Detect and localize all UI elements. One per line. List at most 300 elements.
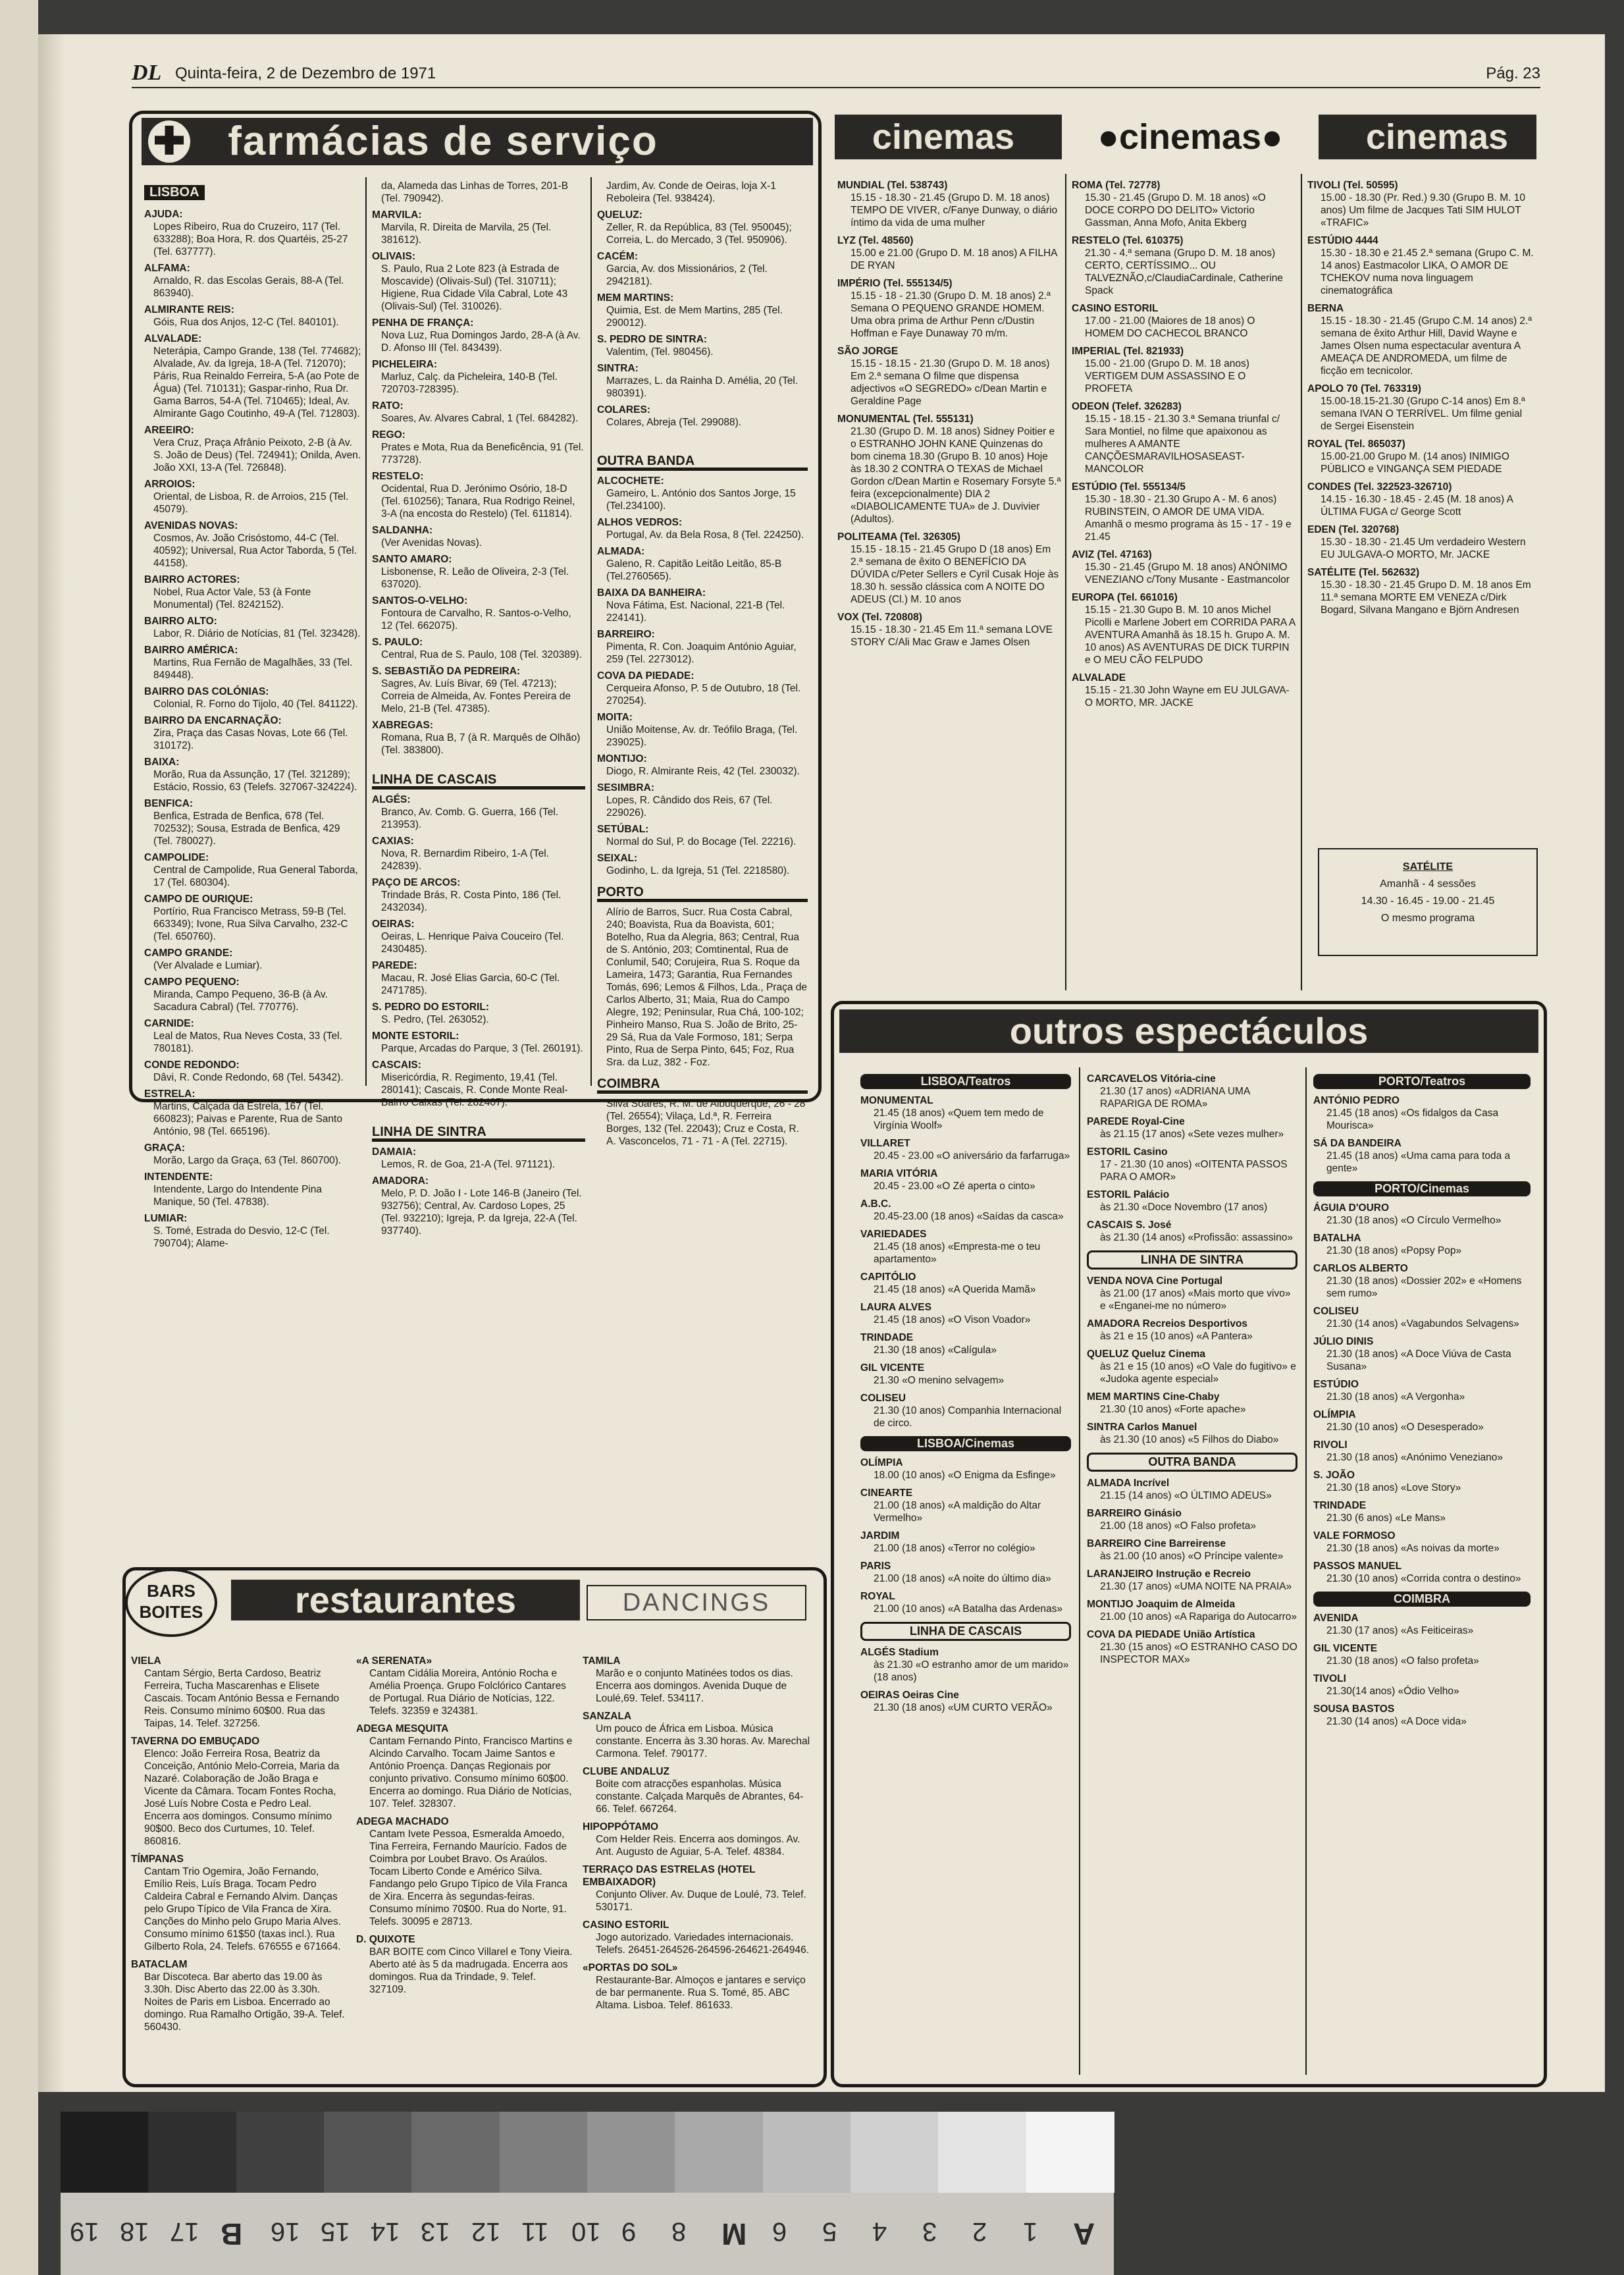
entry-text: 21.30 (18 anos) «Popsy Pop» <box>1326 1245 1462 1256</box>
entry-text: 15.30 - 18.30 - 21.45 Um verdadeiro Western EU JULGAVA-O MORTO, Mr. JACKE <box>1321 537 1526 560</box>
farmacias-lisboa-list-b <box>372 180 585 757</box>
bars-boites-badge <box>125 1568 217 1637</box>
entry-heading: MEM MARTINS Cine-Chaby <box>1087 1391 1220 1403</box>
entry-heading: INTENDENTE: <box>144 1171 213 1183</box>
entry-text: às 21 e 15 (10 anos) «O Vale do fugitivo» e «Judoka agente especial» <box>1100 1361 1296 1385</box>
entry-heading: MARIA VITÓRIA <box>860 1168 938 1179</box>
scale-mark: 10 <box>571 2217 601 2246</box>
entry-text: 21.30 (Grupo D. M. 18 anos) Sidney Poitier e o ESTRANHO JOHN KANE Quinzenas do bom cinema 18.30 (Grupo B. 10 anos) Hoje às 18.30 2 CONTRA O TEXAS de Michael Gordon c/Dean Martin e Rosemary Forsyte 5.ª feira (excepcionalmente) DIA 2 «DIABOLICAMENTE TUA» de J. Duvivier (Adultos). <box>851 426 1061 525</box>
entry-text: 15.15 - 18.30 - 21.45 (Grupo D. M. 18 anos) TEMPO DE VIVER, c/Fanye Dunway, o diário íntimo da vida de uma mulher <box>851 192 1058 228</box>
entry-text: às 21.30 (14 anos) «Profissão: assassino» <box>1100 1232 1293 1243</box>
gray-patch <box>500 2112 588 2193</box>
entry-text: Branco, Av. Comb. G. Guerra, 166 (Tel. 213953). <box>381 807 559 830</box>
entry-text: às 21.00 (17 anos) «Mais morto que vivo» e «Enganei-me no número» <box>1100 1288 1291 1312</box>
satelite-box-line1: Amanhã - 4 sessões <box>1380 878 1476 890</box>
linha-cascais-list <box>860 1646 1071 1714</box>
scale-mark: 14 <box>371 2217 400 2246</box>
entry-heading: ESTRELA: <box>144 1088 196 1100</box>
entry-text: às 21.00 (10 anos) «O Príncipe valente» <box>1100 1551 1284 1562</box>
scale-mark: 13 <box>421 2217 450 2246</box>
restaurantes-banner <box>231 1580 580 1620</box>
entry-text: Parque, Arcadas do Parque, 3 (Tel. 260191). <box>381 1043 583 1054</box>
scale-mark: 1 <box>1022 2217 1037 2246</box>
entry-text: 21.45 (18 anos) «A Querida Mamã» <box>874 1284 1036 1295</box>
entry-heading: LUMIAR: <box>144 1213 188 1224</box>
entry-text: 21.00 (18 anos) «A noite do último dia» <box>874 1573 1051 1584</box>
restaurantes-title: restaurantes <box>294 1579 517 1620</box>
entry-text: Cantam Fernando Pinto, Francisco Martins e Alcindo Carvalho. Tocam Jaime Santos e António Proença. Danças Regionais por conjunto privativo. Consumo mínimo 60$00. Encerra ao domingo. Rua Diário de Notícias, 107. Telef. 328307. <box>369 1736 573 1809</box>
entry-text: 15.15 - 21.30 Gupo B. M. 10 anos Michel Picolli e Marlene Jobert em CORRIDA PARA A AVENTURA Amanhã às 18.15 h. Grupo A. M. 10 anos) AS AVENTURAS DE DICK TURPIN e O MEU CÃO FELPUDO <box>1085 604 1296 666</box>
farmacias-col-1 <box>144 180 361 1249</box>
entry-text: Marvila, R. Direita de Marvila, 25 (Tel. 381612). <box>381 222 552 246</box>
entry-text: 15.00 - 18.30 (Pr. Red.) 9.30 (Grupo B. M. 10 anos) Um filme de Jacques Tati SIM HULOT «TRAFIC» <box>1321 192 1526 228</box>
entry-heading: CINEARTE <box>860 1487 913 1499</box>
entry-heading: POLITEAMA (Tel. 326305) <box>837 531 960 543</box>
gray-patch <box>236 2112 325 2193</box>
outros-banner <box>839 1009 1538 1053</box>
porto-title: PORTO <box>597 886 808 902</box>
entry-heading: SANTOS-O-VELHO: <box>372 595 468 606</box>
entry-heading: ALFAMA: <box>144 263 190 274</box>
outros-title: outros espectáculos <box>1009 1010 1369 1052</box>
entry-text: Conjunto Oliver. Av. Duque de Loulé, 73. Telef. 530171. <box>596 1889 806 1913</box>
entry-text: Elenco: João Ferreira Rosa, Beatriz da Conceição, António Melo-Correia, Maria da Nazaré. Colaboração de João Braga e Vicente da Câmara. Tocam Fontes Rocha, José Luís Nobre Costa e Pedro Leal. Encerra aos domingos. Consumo mínimo 90$00. Beco dos Curtumes, 10. Telef. 860816. <box>144 1748 340 1847</box>
entry-heading: S. PEDRO DE SINTRA: <box>597 334 708 345</box>
entry-heading: BAIRRO AMÉRICA: <box>144 645 238 656</box>
entry-text: Silva Soares, R. M. de Albuquerque, 26 - 28 (Tel. 26554); Vilaça, Ld.ª, R. Ferreira Borges, 132 (Tel. 22043); Cruz e Costa, R. A. Vasconcelos, 71 - 71 - A (Tel. 22715). <box>606 1098 806 1147</box>
entry-heading: ANTÓNIO PEDRO <box>1313 1095 1400 1106</box>
entry-heading: RESTELO (Tel. 610375) <box>1072 235 1184 246</box>
entry-heading: MARVILA: <box>372 209 422 221</box>
entry-heading: ALVALADE: <box>144 333 202 344</box>
entry-heading: ESTORIL Casino <box>1087 1146 1168 1158</box>
entry-heading: CAPITÓLIO <box>860 1271 916 1283</box>
entry-text: Nova Fátima, Est. Nacional, 221-B (Tel. 224141). <box>606 600 785 624</box>
entry-heading: TRINDADE <box>860 1332 914 1343</box>
entry-heading: QUELUZ: <box>597 209 642 221</box>
entry-heading: ALGÉS: <box>372 794 411 805</box>
entry-text: Melo, P. D. João I - Lote 146-B (Janeiro (Tel. 932756); Central, Av. Cardoso Lopes, 25 (Tel. 932210); Igreja, P. da Igreja, 22-A (Tel. 937740). <box>381 1188 582 1237</box>
entry-heading: ALGÉS Stadium <box>860 1647 939 1658</box>
entry-text: 21.00 (18 anos) «A maldição do Altar Vermelho» <box>874 1500 1041 1524</box>
entry-heading: SÃO JORGE <box>837 346 899 357</box>
entry-text: Intendente, Largo do Intendente Pina Manique, 50 (Tel. 47838). <box>153 1184 322 1208</box>
entry-heading: MONTIJO: <box>597 753 647 764</box>
entry-text: 21.30 (18 anos) «Calígula» <box>874 1345 997 1356</box>
entry-heading: VENDA NOVA Cine Portugal <box>1087 1275 1223 1287</box>
entry-heading: BARREIRO Cine Barreirense <box>1087 1538 1226 1549</box>
entry-heading: PASSOS MANUEL <box>1313 1561 1402 1572</box>
entry-text: 15.30 - 21.45 (Grupo M. 18 anos) ANÓNIMO VENEZIANO c/Tony Musante - Eastmancolor <box>1085 562 1290 585</box>
entry-text: Colares, Abreja (Tel. 299088). <box>606 417 742 428</box>
entry-text: Oeiras, L. Henrique Paiva Couceiro (Tel. 2430485). <box>381 931 564 955</box>
entry-text: Gameiro, L. António dos Santos Jorge, 15 (Tel.234100). <box>606 488 796 512</box>
entry-heading: AMADORA Recreios Desportivos <box>1087 1318 1248 1329</box>
entry-heading: BAIRRO DA ENCARNAÇÃO: <box>144 715 282 726</box>
page-crease <box>38 34 65 2092</box>
entry-text: às 21.30 «Doce Novembro (17 anos) <box>1100 1202 1268 1213</box>
scale-mark: 5 <box>822 2217 837 2246</box>
entry-text: da, Alameda das Linhas de Torres, 201-B (Tel. 790942). <box>381 180 569 204</box>
scale-mark: 9 <box>621 2217 637 2246</box>
grayscale-calibration-strip <box>61 2112 1114 2193</box>
entry-heading: OLIVAIS: <box>372 251 416 262</box>
entry-heading: CASINO ESTORIL <box>583 1919 669 1931</box>
outra-banda-header: OUTRA BANDA <box>1087 1453 1297 1472</box>
entry-text: Alírio de Barros, Sucr. Rua Costa Cabral, 240; Boavista, Rua da Boavista, 601; Botelho, Rua da Alegria, 863; Central, Rua de S. António, 203; Comtinental, Rua de Conlumil, 540; Corujeira, Rua S. Roque da Lameira, 1473; Garantia, Rua Fernandes Tomás, 696; Lemos & Filhos, Lda., Praça de Carlos Alberto, 31; Maia, Rua do Campo Alegre, 192; Peninsular, Rua Chá, 100-102; Pinheiro Manso, Rua S. João de Brito, 25-29 Sá, Rua da Vale Formoso, 181; Serpa Pinto, Rua de Serpa Pinto, 645; Foz, Rua Sra. da Luz, 382 - Foz. <box>606 907 807 1068</box>
entry-text: Boite com atracções espanholas. Música constante. Calçada Marquês de Abrantes, 64-66. Telef. 667264. <box>596 1779 804 1815</box>
entry-heading: ROYAL <box>860 1591 895 1602</box>
entry-heading: ALMADA: <box>597 546 645 557</box>
entry-heading: PAÇO DE ARCOS: <box>372 877 461 888</box>
entry-heading: LYZ (Tel. 48560) <box>837 235 914 246</box>
entry-heading: ALMADA Incrível <box>1087 1478 1170 1489</box>
scale-mark: 8 <box>671 2217 687 2246</box>
entry-text: 21.30 (15 anos) «O ESTRANHO CASO DO INSPECTOR MAX» <box>1100 1642 1297 1665</box>
entry-heading: CAXIAS: <box>372 836 414 847</box>
entry-heading: BERNA <box>1307 303 1344 314</box>
entry-text: Zeller, R. da República, 83 (Tel. 950045); Correia, L. do Mercado, 3 (Tel. 950906). <box>606 222 792 246</box>
entry-text: 21.30 (14 anos) «Vagabundos Selvagens» <box>1326 1318 1519 1329</box>
entry-text: 15.30 - 18.30 - 21.45 Grupo D. M. 18 anos Em 11.ª semana MORTE EM VENEZA c/Dirk Bogard, Silvana Mangano e Björn Andresen <box>1321 579 1531 616</box>
entry-heading: CAMPO PEQUENO: <box>144 977 240 988</box>
entry-text: S. Tomé, Estrada do Desvio, 12-C (Tel. 790704); Alame- <box>153 1225 330 1249</box>
entry-heading: ESTÚDIO 4444 <box>1307 235 1378 246</box>
bars-label: BARS <box>147 1581 196 1601</box>
scale-mark: 15 <box>320 2217 350 2246</box>
entry-text: 15.00 e 21.00 (Grupo D. M. 18 anos) A FILHA DE RYAN <box>851 248 1057 271</box>
entry-heading: AVENIDAS NOVAS: <box>144 520 238 531</box>
entry-heading: COVA DA PIEDADE União Artística <box>1087 1629 1255 1640</box>
entry-text: Galeno, R. Capitão Leitão Leitão, 85-B (Tel.2760565). <box>606 558 782 582</box>
scale-mark: A <box>1072 2217 1095 2251</box>
entry-text: Central, Rua de S. Paulo, 108 (Tel. 320389). <box>381 649 583 660</box>
entry-heading: MUNDIAL (Tel. 538743) <box>837 180 948 191</box>
entry-text: 21.30 (17 anos) «ADRIANA UMA RAPARIGA DE ROMA» <box>1100 1086 1250 1110</box>
entry-text: Prates e Mota, Rua da Beneficência, 91 (Tel. 773728). <box>381 442 584 466</box>
lisboa-teatros-list <box>860 1094 1071 1430</box>
entry-heading: IMPÉRIO (Tel. 555134/5) <box>837 278 953 289</box>
entry-heading: AJUDA: <box>144 209 183 220</box>
lisboa-cinemas-header: LISBOA/Cinemas <box>860 1436 1071 1451</box>
entry-heading: RESTELO: <box>372 471 424 482</box>
entry-text: 15.00-21.00 Grupo M. (14 anos) INIMIGO PÚBLICO e VINGANÇA SEM PIEDADE <box>1321 451 1509 475</box>
column-rule <box>590 177 592 1086</box>
entry-text: 21.30 (6 anos) «Le Mans» <box>1326 1512 1446 1524</box>
entry-heading: BAIRRO ACTORES: <box>144 574 240 585</box>
entry-heading: CARLOS ALBERTO <box>1313 1263 1408 1274</box>
entry-text: Nova, R. Bernardim Ribeiro, 1-A (Tel. 242839). <box>381 848 549 872</box>
entry-text: Diogo, R. Almirante Reis, 42 (Tel. 230032). <box>606 766 800 777</box>
entry-text: Lopes, R. Cândido dos Reis, 67 (Tel. 229026). <box>606 795 773 818</box>
entry-text: Oriental, de Lisboa, R. de Arroios, 215 (Tel. 45079). <box>153 491 349 515</box>
entry-heading: A.B.C. <box>860 1198 891 1210</box>
entry-text: 21.45 (18 anos) «Empresta-me o teu apartamento» <box>874 1241 1041 1265</box>
entry-heading: DAMAIA: <box>372 1146 417 1158</box>
entry-heading: OLÍMPIA <box>1313 1409 1356 1420</box>
entry-text: 21.45 (18 anos) «O Vison Voador» <box>874 1314 1031 1325</box>
entry-heading: RATO: <box>372 400 404 412</box>
entry-text: 18.00 (10 anos) «O Enigma da Esfinge» <box>874 1470 1056 1481</box>
entry-text: 20.45 - 23.00 «O aniversário da farfarruga» <box>874 1150 1070 1162</box>
entry-text: BAR BOITE com Cinco Villarel e Tony Vieira. Aberto até às 5 da madrugada. Encerra aos domingos. Rua da Trindade, 9. Telef. 327109. <box>369 1946 573 1995</box>
scale-mark: 6 <box>772 2217 787 2246</box>
restaurantes-col-2 <box>356 1649 573 2077</box>
scale-mark: 11 <box>521 2217 549 2246</box>
entry-text: 21.30 - 4.ª semana (Grupo D. M. 18 anos) CERTO, CERTÍSSIMO... OU TALVEZNÃO,c/ClaudiaCardinale, Catherine Spack <box>1085 248 1283 296</box>
cinemas-title-left: cinemas <box>872 117 1015 157</box>
entry-heading: BARREIRO: <box>597 629 655 640</box>
entry-text: 17 - 21.30 (10 anos) «OITENTA PASSOS PARA O AMOR» <box>1100 1159 1288 1183</box>
entry-text: Cosmos, Av. João Crisóstomo, 44-C (Tel. 40592); Universal, Rua Actor Taborda, 5 (Tel. 44158). <box>153 533 357 569</box>
entry-heading: COLISEU <box>1313 1306 1359 1317</box>
entry-heading: ESTORIL Palácio <box>1087 1189 1170 1200</box>
adjacent-page-strip <box>0 0 38 2275</box>
entry-heading: IMPERIAL (Tel. 821933) <box>1072 346 1184 357</box>
entry-heading: ÁGUIA D'OURO <box>1313 1202 1390 1214</box>
entry-text: 21.45 (18 anos) «Quem tem medo de Virgínia Woolf» <box>874 1108 1044 1131</box>
entry-text: S. Paulo, Rua 2 Lote 823 (à Estrada de Moscavide) (Olivais-Sul) (Tel. 310711); Higiene, Rua Cidade Vila Cabral, Lote 43 (Olivais-Sul) (Tel. 310026). <box>381 263 568 312</box>
entry-text: 21.30 (18 anos) «A Doce Viúva de Casta Susana» <box>1326 1349 1511 1372</box>
scale-mark: M <box>721 2217 747 2251</box>
entry-text: 21.00 (10 anos) «A Rapariga do Autocarro» <box>1100 1611 1297 1622</box>
linha-sintra-list <box>1087 1275 1297 1446</box>
entry-heading: ARROIOS: <box>144 479 196 490</box>
gray-patch <box>1026 2112 1114 2193</box>
entry-text: 15.15 - 18.30 - 21.45 Em 11.ª semana LOVE STORY C/Ali Mac Graw e James Olsen <box>851 624 1053 648</box>
cinemas-banner <box>835 115 1536 159</box>
entry-text: Nobel, Rua Actor Vale, 53 (à Fonte Monumental) (Tel. 8242152). <box>153 587 311 610</box>
coimbra-title: COIMBRA <box>597 1078 808 1094</box>
entry-text: 20.45 - 23.00 «O Zé aperta o cinto» <box>874 1181 1035 1192</box>
entry-heading: JÚLIO DINIS <box>1313 1336 1374 1347</box>
entry-heading: SEIXAL: <box>597 853 638 864</box>
entry-heading: MONTE ESTORIL: <box>372 1030 459 1042</box>
entry-text: Soares, Av. Alvares Cabral, 1 (Tel. 684282). <box>381 413 579 424</box>
farmacias-banner <box>142 118 813 165</box>
entry-heading: BAIXA DA BANHEIRA: <box>597 587 706 599</box>
linha-sintra-title: LINHA DE SINTRA <box>372 1126 585 1142</box>
farmacias-panel <box>129 111 822 1249</box>
entry-text: Macau, R. José Elias Garcia, 60-C (Tel. 2471785). <box>381 973 560 996</box>
entry-text: Colonial, R. Forno do Tijolo, 40 (Tel. 841122). <box>153 699 358 710</box>
entry-text: Trindade Brás, R. Costa Pinto, 186 (Tel. 2432034). <box>381 890 562 913</box>
entry-text: Miranda, Campo Pequeno, 36-B (à Av. Sacadura Cabral) (Tel. 770776). <box>153 989 328 1013</box>
gray-patch <box>763 2112 851 2193</box>
entry-text: União Moitense, Av. dr. Teófilo Braga, (Tel. 239025). <box>606 724 798 748</box>
entry-heading: S. JOÃO <box>1313 1470 1355 1481</box>
gray-patch <box>148 2112 236 2193</box>
porto-teatros-header: PORTO/Teatros <box>1313 1074 1531 1089</box>
entry-text: Benfica, Estrada de Benfica, 678 (Tel. 702532); Sousa, Estrada de Benfica, 429 (Tel. 780027). <box>153 811 340 847</box>
entry-text: Martins, Rua Fernão de Magalhães, 33 (Tel. 849448). <box>153 657 353 681</box>
entry-heading: D. QUIXOTE <box>356 1934 415 1945</box>
linha-sintra-header: LINHA DE SINTRA <box>1087 1250 1297 1270</box>
lisboa-cinemas-list <box>860 1457 1071 1615</box>
entry-text: 21.00 (18 anos) «O Falso profeta» <box>1100 1520 1256 1532</box>
dancings-title: DANCINGS <box>587 1585 806 1620</box>
entry-text: Martins, Calçada da Estrela, 167 (Tel. 660823); Paivas e Parente, Rua de Santo António, 98 (Tel. 665196). <box>153 1101 342 1137</box>
entry-text: S. Pedro, (Tel. 263052). <box>381 1014 489 1025</box>
entry-heading: OLÍMPIA <box>860 1457 903 1468</box>
entry-text: 15.15 - 18 - 21.30 (Grupo D. M. 18 anos) 2.ª Semana O PEQUENO GRANDE HOMEM. Uma obra prima de Arthur Penn c/Dustin Hoffman e Faye Dunaway 70 m/m. <box>851 290 1051 339</box>
entry-text: Nova Luz, Rua Domingos Jardo, 28-A (à Av. D. Afonso III (Tel. 843439). <box>381 330 581 354</box>
entry-text: Valentim, (Tel. 980456). <box>606 346 714 358</box>
coimbra-list <box>1313 1612 1531 1728</box>
entry-text: Portírio, Rua Francisco Metrass, 59-B (Tel. 663349); Ivone, Rua Silva Carvalho, 232-C (Tel. 650760). <box>153 906 348 942</box>
scale-mark: 16 <box>270 2217 300 2246</box>
outros-col-1 <box>860 1067 1071 2075</box>
entry-text: Cantam Cidália Moreira, António Rocha e Amélia Proença. Grupo Folclórico Cantares de Portugal. Rua Diário de Notícias, 122. Telefs. 32359 e 324381. <box>369 1668 566 1717</box>
scale-mark: 12 <box>471 2217 501 2246</box>
entry-heading: AREEIRO: <box>144 425 194 436</box>
outros-col-3 <box>1313 1067 1531 2075</box>
entry-heading: REGO: <box>372 429 406 441</box>
measurement-scale <box>61 2193 1114 2275</box>
entry-text: 21.30 (10 anos) «O Desesperado» <box>1326 1422 1484 1433</box>
entry-text: 21.30 (17 anos) «As Feiticeiras» <box>1326 1625 1474 1636</box>
entry-heading: CONDE REDONDO: <box>144 1059 240 1071</box>
entry-heading: ALHOS VEDROS: <box>597 517 683 528</box>
entry-text: Vera Cruz, Praça Afrânio Peixoto, 2-B (à Av. S. João de Deus) (Tel. 724941); Onilda, Aven. João XXI, 13-A (Tel. 726848). <box>153 437 361 473</box>
entry-heading: JARDIM <box>860 1530 900 1541</box>
entry-text: Lemos, R. de Goa, 21-A (Tel. 971121). <box>381 1159 556 1170</box>
entry-heading: PICHELEIRA: <box>372 359 438 370</box>
scale-mark: B <box>220 2217 242 2251</box>
gray-patch <box>411 2112 500 2193</box>
restaurantes-col-1 <box>131 1649 348 2077</box>
entry-text: 15.15 - 18.15 - 21.30 3.ª Semana triunfal c/ Sara Montiel, no filme que apaixonou as mulheres A AMANTE CANÇÕESMARAVILHOSASEAST-MANCOLOR <box>1085 414 1280 475</box>
entry-text: 14.15 - 16.30 - 18.45 - 2.45 (M. 18 anos) A ÚLTIMA FUGA c/ George Scott <box>1321 494 1513 518</box>
page-header <box>132 61 1540 88</box>
entry-text: Portugal, Av. da Bela Rosa, 8 (Tel. 224250). <box>606 529 804 541</box>
entry-heading: GIL VICENTE <box>1313 1643 1378 1654</box>
restaurantes-list-1 <box>131 1655 348 2033</box>
scale-mark: 17 <box>170 2217 199 2246</box>
entry-text: (Ver Alvalade e Lumiar). <box>153 960 263 971</box>
entry-text: 21.30 «O menino selvagem» <box>874 1375 1005 1386</box>
entry-heading: AVIZ (Tel. 47163) <box>1072 549 1152 560</box>
cinemas-section <box>831 111 1540 1000</box>
entry-text: Cantam Trio Ogemira, João Fernando, Emílio Reis, Luís Braga. Tocam Pedro Caldeira Cabral e Fernando Alvim. Danças pelo Grupo Típico de Vila Franca de Xira. Canções do Minho pelo Grupo Maria Alves. Consumo mínimo 61$50 (taxas incl.). Rua Gilberto Rola, 24. Telefs. 676555 e 671664. <box>144 1866 341 1952</box>
entry-text: Romana, Rua B, 7 (à R. Marquês de Olhão) (Tel. 383800). <box>381 732 581 756</box>
entry-heading: VILLARET <box>860 1138 910 1149</box>
entry-text: 21.30 (18 anos) «Anónimo Veneziano» <box>1326 1452 1504 1463</box>
entry-text: Cantam Sérgio, Berta Cardoso, Beatriz Ferreira, Tucha Mascarenhas e Elisete Cascais. Tocam António Bessa e Fernando Reis. Consumo mínimo 60$00. Rua das Taipas, 14. Telef. 327256. <box>144 1668 340 1729</box>
entry-heading: CLUBE ANDALUZ <box>583 1766 670 1777</box>
entry-text: às 21.30 «O estranho amor de um marido» (18 anos) <box>874 1659 1069 1683</box>
entry-text: 15.30 - 18.30 e 21.45 2.ª semana (Grupo C. M. 14 anos) Eastmacolor LIKA, O AMOR DE TCHEKOV numa nova linguagem cinematográfica <box>1321 248 1534 296</box>
entry-heading: MOITA: <box>597 712 633 723</box>
gray-patch <box>61 2112 149 2193</box>
column-rule <box>365 177 367 1086</box>
cinemas-col-1 <box>837 174 1061 990</box>
entry-heading: ALMIRANTE REIS: <box>144 304 234 315</box>
newspaper-logo: DL <box>132 61 162 85</box>
entry-heading: CASCAIS: <box>372 1059 421 1071</box>
farmacias-col-2 <box>372 180 585 1237</box>
entry-text: 21.00 (18 anos) «Terror no colégio» <box>874 1543 1035 1554</box>
entry-text: 21.30(14 anos) «Ódio Velho» <box>1326 1686 1459 1697</box>
entry-heading: OEIRAS: <box>372 919 415 930</box>
farmacias-cascais-list <box>372 793 585 1109</box>
satelite-box-line2: 14.30 - 16.45 - 19.00 - 21.45 <box>1361 896 1495 907</box>
entry-text: Misericórdia, R. Regimento, 19,41 (Tel. 280141); Cascais, R. Conde Monte Real-Bairro Caixas (Tel. 282407). <box>381 1072 568 1108</box>
entry-text: 21.30 (14 anos) «A Doce vida» <box>1326 1716 1467 1727</box>
entry-heading: COLARES: <box>597 404 650 415</box>
entry-heading: BENFICA: <box>144 798 194 809</box>
cinemas-title-center: ●cinemas● <box>1062 115 1319 159</box>
entry-heading: PENHA DE FRANÇA: <box>372 317 474 329</box>
entry-heading: TRINDADE <box>1313 1500 1367 1511</box>
gray-patch <box>938 2112 1026 2193</box>
entry-text: Bar Discoteca. Bar aberto das 19.00 às 3.30h. Disc Aberto das 22.00 às 3.30h. Noites de Paris em Lisboa. Encerrado ao domingo. Rua Ramalho Ortigão, 39-A. Telef. 560430. <box>144 1971 345 2033</box>
linha-cascais-header: LINHA DE CASCAIS <box>860 1622 1071 1641</box>
entry-text: 21.30 (18 anos) «UM CURTO VERÃO» <box>874 1702 1053 1713</box>
entry-heading: ALVALADE <box>1072 672 1126 683</box>
entry-text: Jogo autorizado. Variedades internacionais. Telefs. 26451-264526-264596-264621-264946. <box>596 1932 810 1956</box>
entry-text: 21.45 (18 anos) «Os fidalgos da Casa Mourisca» <box>1326 1108 1499 1131</box>
entry-heading: TIVOLI (Tel. 50595) <box>1307 180 1398 191</box>
entry-text: Arnaldo, R. das Escolas Gerais, 88-A (Tel. 863940). <box>153 275 344 299</box>
entry-heading: S. PAULO: <box>372 637 423 648</box>
entry-text: Um pouco de África em Lisboa. Música constante. Encerra às 3.30 horas. Av. Marechal Carmona. Telef. 790177. <box>596 1723 810 1759</box>
entry-heading: TERRAÇO DAS ESTRELAS (HOTEL EMBAIXADOR) <box>583 1864 756 1888</box>
outros-panel <box>831 1001 1547 2087</box>
entry-heading: COVA DA PIEDADE: <box>597 670 694 682</box>
cinemas-col-3 <box>1307 174 1535 931</box>
porto-cinemas-header: PORTO/Cinemas <box>1313 1181 1531 1196</box>
entry-text: Leal de Matos, Rua Neves Costa, 33 (Tel. 780181). <box>153 1030 342 1054</box>
entry-text: 15.15 - 18.15 - 21.45 Grupo D (18 anos) Em 2.ª semana de êxito O BENEFÍCIO DA DÚVIDA c/Peter Sellers e Cyril Cusak Hoje às 18.30 h. sessão clássica com A NOITE DO ADEUS (Cl.) M. 10 anos <box>851 544 1059 605</box>
entry-text: 21.30 (18 anos) «Dossier 202» e «Homens sem rumo» <box>1326 1275 1522 1299</box>
entry-heading: TÍMPANAS <box>131 1854 184 1865</box>
entry-text: 15.00-18.15-21.30 (Grupo C-14 anos) Em 8.ª semana IVAN O TERRÍVEL. Um filme genial de Sergei Eisenstein <box>1321 396 1525 432</box>
entry-heading: MONUMENTAL <box>860 1095 933 1106</box>
entry-heading: ESTÚDIO (Tel. 555134/5 <box>1072 481 1186 493</box>
entry-heading: ALCOCHETE: <box>597 475 664 487</box>
entry-heading: BATACLAM <box>131 1959 188 1970</box>
entry-heading: SINTRA Carlos Manuel <box>1087 1422 1197 1433</box>
restaurantes-list-3 <box>583 1655 813 2012</box>
restaurantes-list-2 <box>356 1655 573 1996</box>
entry-text: 21.15 (14 anos) «O ÚLTIMO ADEUS» <box>1100 1490 1272 1501</box>
coimbra-header: COIMBRA <box>1313 1592 1531 1607</box>
column-rule <box>1301 174 1302 990</box>
entry-text: 15.15 - 18.15 - 21.30 (Grupo D. M. 18 anos) Em 2.ª semana O filme que dispensa adjectivos «O SEGREDO» c/Dean Martin e Geraldine Page <box>851 358 1050 407</box>
entry-text: 21.45 (18 anos) «Uma cama para toda a gente» <box>1326 1150 1511 1174</box>
entry-text: Lopes Ribeiro, Rua do Cruzeiro, 117 (Tel. 633288); Boa Hora, R. dos Quartéis, 25-27 (Tel. 637777). <box>153 221 348 257</box>
scale-mark: 18 <box>120 2217 149 2246</box>
entry-heading: AMADORA: <box>372 1175 429 1187</box>
entry-heading: AVENIDA <box>1313 1613 1359 1624</box>
entry-heading: SANZALA <box>583 1711 632 1722</box>
satelite-box-line3: O mesmo programa <box>1380 913 1475 924</box>
gray-patch <box>851 2112 939 2193</box>
farmacias-lisboa-list-a <box>144 208 361 1250</box>
entry-heading: PAREDE: <box>372 960 417 971</box>
outra-banda-list <box>1087 1477 1297 1666</box>
entry-text: 21.30 (18 anos) «O Círculo Vermelho» <box>1326 1215 1502 1226</box>
entry-text: Dâvi, R. Conde Redondo, 68 (Tel. 54342). <box>153 1072 344 1083</box>
entry-text: Pimenta, R. Con. Joaquim António Aguiar, 259 (Tel. 2273012). <box>606 641 797 665</box>
entry-heading: LARANJEIRO Instrução e Recreio <box>1087 1568 1251 1580</box>
cinemas-col-2 <box>1072 174 1296 990</box>
entry-text: Marrazes, L. da Rainha D. Amélia, 20 (Tel. 980391). <box>606 375 799 399</box>
entry-heading: «A SERENATA» <box>356 1655 432 1667</box>
outros-col-2 <box>1087 1067 1297 2075</box>
restaurantes-col-3 <box>583 1649 813 2077</box>
